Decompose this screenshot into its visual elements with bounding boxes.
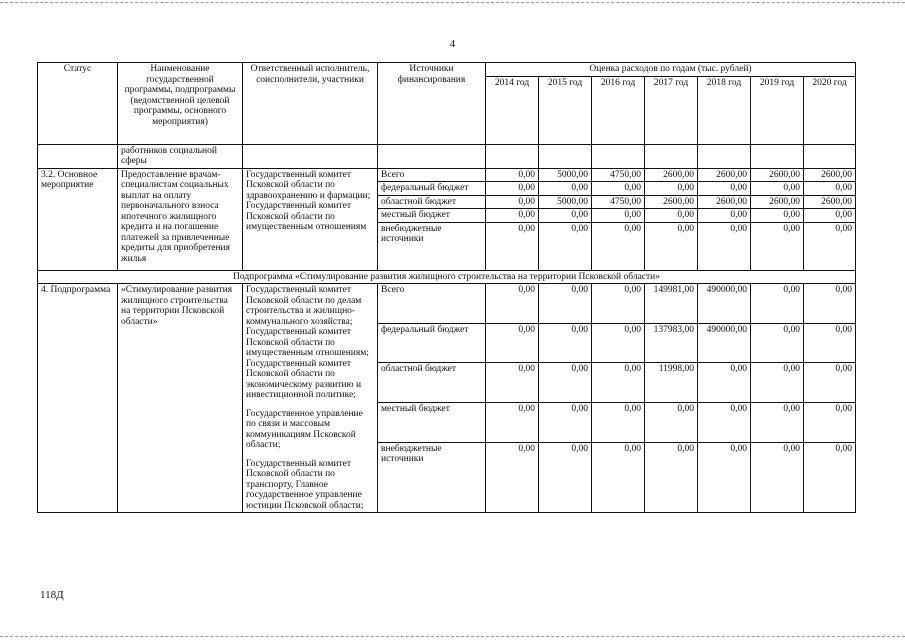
- value-cell: 0,00: [539, 363, 592, 403]
- value-cell: 0,00: [592, 323, 645, 363]
- value-cell: 0,00: [486, 323, 539, 363]
- continuation-text: работников социальной сферы: [118, 144, 243, 168]
- subprogram-title: Подпрограмма «Стимулирование развития жилищного строительства на территории Псковской области»: [38, 270, 856, 284]
- year-header: 2014 год: [486, 76, 539, 144]
- value-cell: 0,00: [804, 222, 856, 270]
- section-4-status: 4. Подпрограмма: [38, 284, 118, 513]
- source-cell: Всего: [378, 168, 486, 182]
- executor-entry: Государственное управление по связи и массовым коммуникациям Псковской области;: [246, 408, 363, 450]
- value-cell: 2600,00: [804, 168, 856, 182]
- value-cell: 0,00: [698, 182, 751, 196]
- value-cell: 0,00: [592, 363, 645, 403]
- value-cell: 0,00: [804, 363, 856, 403]
- value-cell: 490000,00: [698, 323, 751, 363]
- source-cell: областной бюджет: [378, 195, 486, 209]
- value-cell: 5000,00: [539, 168, 592, 182]
- section-32-name: Предоставление врачам-специалистам социальных выплат на оплату первоначального взноса ипотечного жилищного кредита и на погашение платежей за привлеченные кредиты для приобретения жилья: [118, 168, 243, 270]
- year-header: 2018 год: [698, 76, 751, 144]
- value-cell: 0,00: [539, 442, 592, 513]
- table-row: [38, 284, 856, 324]
- value-cell: 0,00: [486, 195, 539, 209]
- value-cell: 0,00: [592, 442, 645, 513]
- value-cell: 4750,00: [592, 168, 645, 182]
- value-cell: 0,00: [539, 222, 592, 270]
- value-cell: 0,00: [751, 363, 804, 403]
- value-cell: 5000,00: [539, 195, 592, 209]
- value-cell: 2600,00: [751, 168, 804, 182]
- executor-entry: Государственный комитет Псковской области по здравоохранению и фармации;: [246, 169, 371, 201]
- header-name: Наименование государственной программы, подпрограммы (ведомственной целевой программы, основного мероприятия): [118, 63, 243, 145]
- value-cell: 2600,00: [804, 195, 856, 209]
- expenditure-table: [37, 62, 856, 513]
- value-cell: 0,00: [539, 284, 592, 324]
- value-cell: 0,00: [751, 209, 804, 223]
- value-cell: 0,00: [804, 284, 856, 324]
- value-cell: 0,00: [804, 323, 856, 363]
- value-cell: 0,00: [751, 442, 804, 513]
- value-cell: 0,00: [698, 402, 751, 442]
- section-32-executors: [243, 168, 378, 270]
- value-cell: 0,00: [592, 182, 645, 196]
- value-cell: 0,00: [486, 442, 539, 513]
- year-header: 2020 год: [804, 76, 856, 144]
- header-executor: Ответственный исполнитель, соисполнители, участники: [243, 63, 378, 145]
- year-header: 2015 год: [539, 76, 592, 144]
- value-cell: 0,00: [751, 323, 804, 363]
- value-cell: 0,00: [804, 182, 856, 196]
- section-4-name: «Стимулирование развития жилищного строительства на территории Псковской области»: [118, 284, 243, 513]
- executor-entry: Государственный комитет Псковской области по экономическому развитию и инвестиционной политике;: [246, 358, 362, 400]
- subprogram-title-row: [38, 270, 856, 284]
- value-cell: 0,00: [698, 209, 751, 223]
- value-cell: 2600,00: [751, 195, 804, 209]
- value-cell: 0,00: [645, 442, 698, 513]
- value-cell: 0,00: [751, 182, 804, 196]
- value-cell: 2600,00: [645, 168, 698, 182]
- header-estimate: Оценка расходов по годам (тыс. рублей): [486, 63, 856, 77]
- section-32-status: 3.2. Основное мероприятие: [38, 168, 118, 270]
- source-cell: внебюджетные источники: [378, 442, 486, 513]
- executor-entry: Государственный комитет Псковской области по имущественным отношениям;: [246, 327, 369, 358]
- value-cell: 0,00: [539, 182, 592, 196]
- source-cell: внебюджетные источники: [378, 222, 486, 270]
- source-cell: местный бюджет: [378, 402, 486, 442]
- value-cell: 490000,00: [698, 284, 751, 324]
- value-cell: 0,00: [486, 363, 539, 403]
- value-cell: 0,00: [486, 284, 539, 324]
- source-cell: областной бюджет: [378, 363, 486, 403]
- value-cell: 0,00: [592, 209, 645, 223]
- value-cell: 0,00: [486, 209, 539, 223]
- section-4-executors: [243, 284, 378, 513]
- value-cell: 0,00: [486, 402, 539, 442]
- value-cell: 0,00: [592, 284, 645, 324]
- value-cell: 0,00: [486, 182, 539, 196]
- header-source: Источники финансирования: [378, 63, 486, 145]
- table-row: [38, 168, 856, 182]
- value-cell: 0,00: [592, 222, 645, 270]
- header-row: [38, 63, 856, 77]
- value-cell: 0,00: [645, 402, 698, 442]
- source-cell: федеральный бюджет: [378, 323, 486, 363]
- page-number: 4: [449, 38, 456, 50]
- value-cell: 0,00: [804, 402, 856, 442]
- scan-bottom-edge: [0, 636, 905, 637]
- continuation-row: [38, 144, 856, 168]
- value-cell: 0,00: [486, 168, 539, 182]
- value-cell: 0,00: [751, 222, 804, 270]
- value-cell: 0,00: [645, 222, 698, 270]
- scan-top-edge: [0, 2, 905, 3]
- value-cell: 0,00: [751, 284, 804, 324]
- footer-code: 118Д: [40, 589, 64, 601]
- value-cell: 0,00: [698, 363, 751, 403]
- executor-entry: Государственный комитет Псковской области по транспорту, Главное государственное управление юстиции Псковской области;: [246, 458, 364, 511]
- value-cell: 137983,00: [645, 323, 698, 363]
- value-cell: 0,00: [592, 402, 645, 442]
- value-cell: 0,00: [698, 222, 751, 270]
- value-cell: 0,00: [539, 209, 592, 223]
- executor-entry: Государственный комитет Псковской области по делам строительства и жилищно-коммунального хозяйства;: [246, 285, 362, 327]
- value-cell: 2600,00: [698, 195, 751, 209]
- year-header: 2017 год: [645, 76, 698, 144]
- value-cell: 0,00: [645, 209, 698, 223]
- value-cell: 2600,00: [645, 195, 698, 209]
- value-cell: 0,00: [804, 442, 856, 513]
- header-status: Статус: [38, 63, 118, 145]
- value-cell: 0,00: [751, 402, 804, 442]
- source-cell: Всего: [378, 284, 486, 324]
- value-cell: 2600,00: [698, 168, 751, 182]
- value-cell: 0,00: [486, 222, 539, 270]
- value-cell: 0,00: [539, 402, 592, 442]
- value-cell: 11998,00: [645, 363, 698, 403]
- source-cell: местный бюджет: [378, 209, 486, 223]
- value-cell: 0,00: [539, 323, 592, 363]
- source-cell: федеральный бюджет: [378, 182, 486, 196]
- value-cell: 0,00: [698, 442, 751, 513]
- value-cell: 0,00: [645, 182, 698, 196]
- year-header: 2019 год: [751, 76, 804, 144]
- value-cell: 0,00: [804, 209, 856, 223]
- year-header: 2016 год: [592, 76, 645, 144]
- value-cell: 149981,00: [645, 284, 698, 324]
- value-cell: 4750,00: [592, 195, 645, 209]
- executor-entry: Государственный комитет Псковской области по имущественным отношениям: [246, 201, 367, 232]
